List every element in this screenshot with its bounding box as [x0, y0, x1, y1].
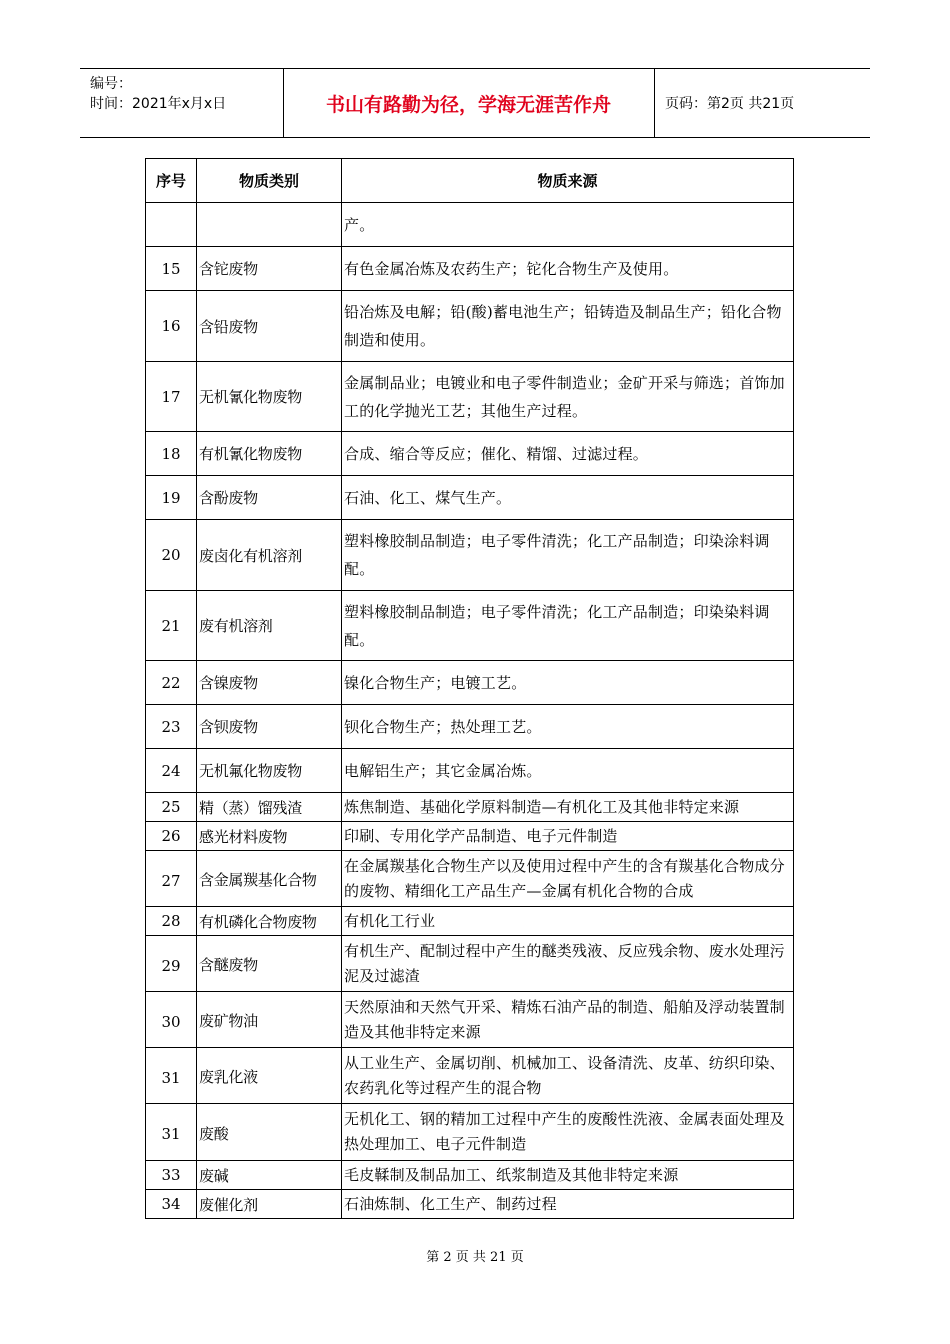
row-source: 塑料橡胶制品制造；电子零件清洗；化工产品制造；印染染料调配。 [342, 591, 794, 661]
waste-source-table [145, 158, 794, 1219]
row-num: 27 [146, 851, 197, 907]
row-category: 含钡废物 [197, 705, 342, 749]
table-row [146, 661, 794, 705]
table-row [146, 793, 794, 822]
row-num: 15 [146, 247, 197, 291]
row-num: 20 [146, 520, 197, 591]
row-category: 精（蒸）馏残渣 [197, 793, 342, 822]
col-header-source: 物质来源 [342, 159, 794, 203]
row-num: 29 [146, 936, 197, 992]
row-category: 有机磷化合物废物 [197, 907, 342, 936]
row-category: 含铅废物 [197, 291, 342, 362]
row-source: 产。 [342, 203, 794, 247]
row-source: 无机化工、钢的精加工过程中产生的废酸性洗液、金属表面处理及热处理加工、电子元件制造 [342, 1104, 794, 1161]
row-category: 废乳化液 [197, 1048, 342, 1104]
row-category: 含金属羰基化合物 [197, 851, 342, 907]
table-row [146, 476, 794, 520]
col-header-num: 序号 [146, 159, 197, 203]
table-row [146, 1048, 794, 1104]
row-category: 废有机溶剂 [197, 591, 342, 661]
page-footer: 第 2 页 共 21 页 [426, 1250, 524, 1265]
row-num: 26 [146, 822, 197, 851]
table-header-row [146, 159, 794, 203]
table-row [146, 1104, 794, 1161]
row-num: 33 [146, 1161, 197, 1190]
table-row [146, 1161, 794, 1190]
row-category: 废酸 [197, 1104, 342, 1161]
row-source: 印刷、专用化学产品制造、电子元件制造 [342, 822, 794, 851]
row-category: 无机氰化物废物 [197, 362, 342, 432]
row-num: 30 [146, 992, 197, 1048]
row-category: 废碱 [197, 1161, 342, 1190]
row-source: 铅冶炼及电解；铅(酸)蓄电池生产；铅铸造及制品生产；铅化合物制造和使用。 [342, 291, 794, 362]
row-source: 金属制品业；电镀业和电子零件制造业；金矿开采与筛选；首饰加工的化学抛光工艺；其他生产过程。 [342, 362, 794, 432]
table-row [146, 851, 794, 907]
table-row [146, 936, 794, 992]
row-num: 31 [146, 1048, 197, 1104]
row-num: 17 [146, 362, 197, 432]
time-label: 时间：2021年x月x日 [90, 96, 227, 112]
table-row [146, 907, 794, 936]
col-header-category: 物质类别 [197, 159, 342, 203]
row-category: 含铊废物 [197, 247, 342, 291]
code-label: 编号： [90, 76, 132, 92]
row-category: 废卤化有机溶剂 [197, 520, 342, 591]
row-category: 废催化剂 [197, 1190, 342, 1219]
table-row [146, 591, 794, 661]
row-category: 含酚废物 [197, 476, 342, 520]
row-num: 28 [146, 907, 197, 936]
row-category: 有机氰化物废物 [197, 432, 342, 476]
row-category: 含醚废物 [197, 936, 342, 992]
table-row [146, 705, 794, 749]
row-source: 有色金属冶炼及农药生产；铊化合物生产及使用。 [342, 247, 794, 291]
row-source: 炼焦制造、基础化学原料制造—有机化工及其他非特定来源 [342, 793, 794, 822]
table-row [146, 291, 794, 362]
row-category: 废矿物油 [197, 992, 342, 1048]
row-num: 34 [146, 1190, 197, 1219]
row-source: 有机生产、配制过程中产生的醚类残液、反应残余物、废水处理污泥及过滤渣 [342, 936, 794, 992]
row-source: 镍化合物生产；电镀工艺。 [342, 661, 794, 705]
row-category: 无机氟化物废物 [197, 749, 342, 793]
row-source: 钡化合物生产；热处理工艺。 [342, 705, 794, 749]
row-num: 18 [146, 432, 197, 476]
header-motto: 书山有路勤为径，学海无涯苦作舟 [283, 69, 655, 137]
row-source: 石油炼制、化工生产、制药过程 [342, 1190, 794, 1219]
row-category: 感光材料废物 [197, 822, 342, 851]
table-row [146, 1190, 794, 1219]
row-num: 31 [146, 1104, 197, 1161]
table-row [146, 247, 794, 291]
row-source: 毛皮鞣制及制品加工、纸浆制造及其他非特定来源 [342, 1161, 794, 1190]
table-row [146, 749, 794, 793]
row-source: 石油、化工、煤气生产。 [342, 476, 794, 520]
header-page-info: 页码：第2页 共21页 [665, 96, 795, 112]
row-num: 25 [146, 793, 197, 822]
row-num: 24 [146, 749, 197, 793]
row-num: 16 [146, 291, 197, 362]
table-row [146, 992, 794, 1048]
row-num: 21 [146, 591, 197, 661]
page-header [80, 68, 870, 138]
row-num: 23 [146, 705, 197, 749]
row-num [146, 203, 197, 247]
header-meta [80, 69, 284, 137]
table-row [146, 822, 794, 851]
row-source: 塑料橡胶制品制造；电子零件清洗；化工产品制造；印染涂料调配。 [342, 520, 794, 591]
table-row [146, 432, 794, 476]
table-row [146, 362, 794, 432]
row-source: 合成、缩合等反应；催化、精馏、过滤过程。 [342, 432, 794, 476]
table-row [146, 520, 794, 591]
row-source: 有机化工行业 [342, 907, 794, 936]
row-num: 19 [146, 476, 197, 520]
row-source: 在金属羰基化合物生产以及使用过程中产生的含有羰基化合物成分的废物、精细化工产品生产—金属有机化合物的合成 [342, 851, 794, 907]
row-source: 从工业生产、金属切削、机械加工、设备清洗、皮革、纺织印染、农药乳化等过程产生的混合物 [342, 1048, 794, 1104]
row-num: 22 [146, 661, 197, 705]
row-category [197, 203, 342, 247]
row-category: 含镍废物 [197, 661, 342, 705]
table-row [146, 203, 794, 247]
row-source: 天然原油和天然气开采、精炼石油产品的制造、船舶及浮动装置制造及其他非特定来源 [342, 992, 794, 1048]
row-source: 电解铝生产；其它金属冶炼。 [342, 749, 794, 793]
